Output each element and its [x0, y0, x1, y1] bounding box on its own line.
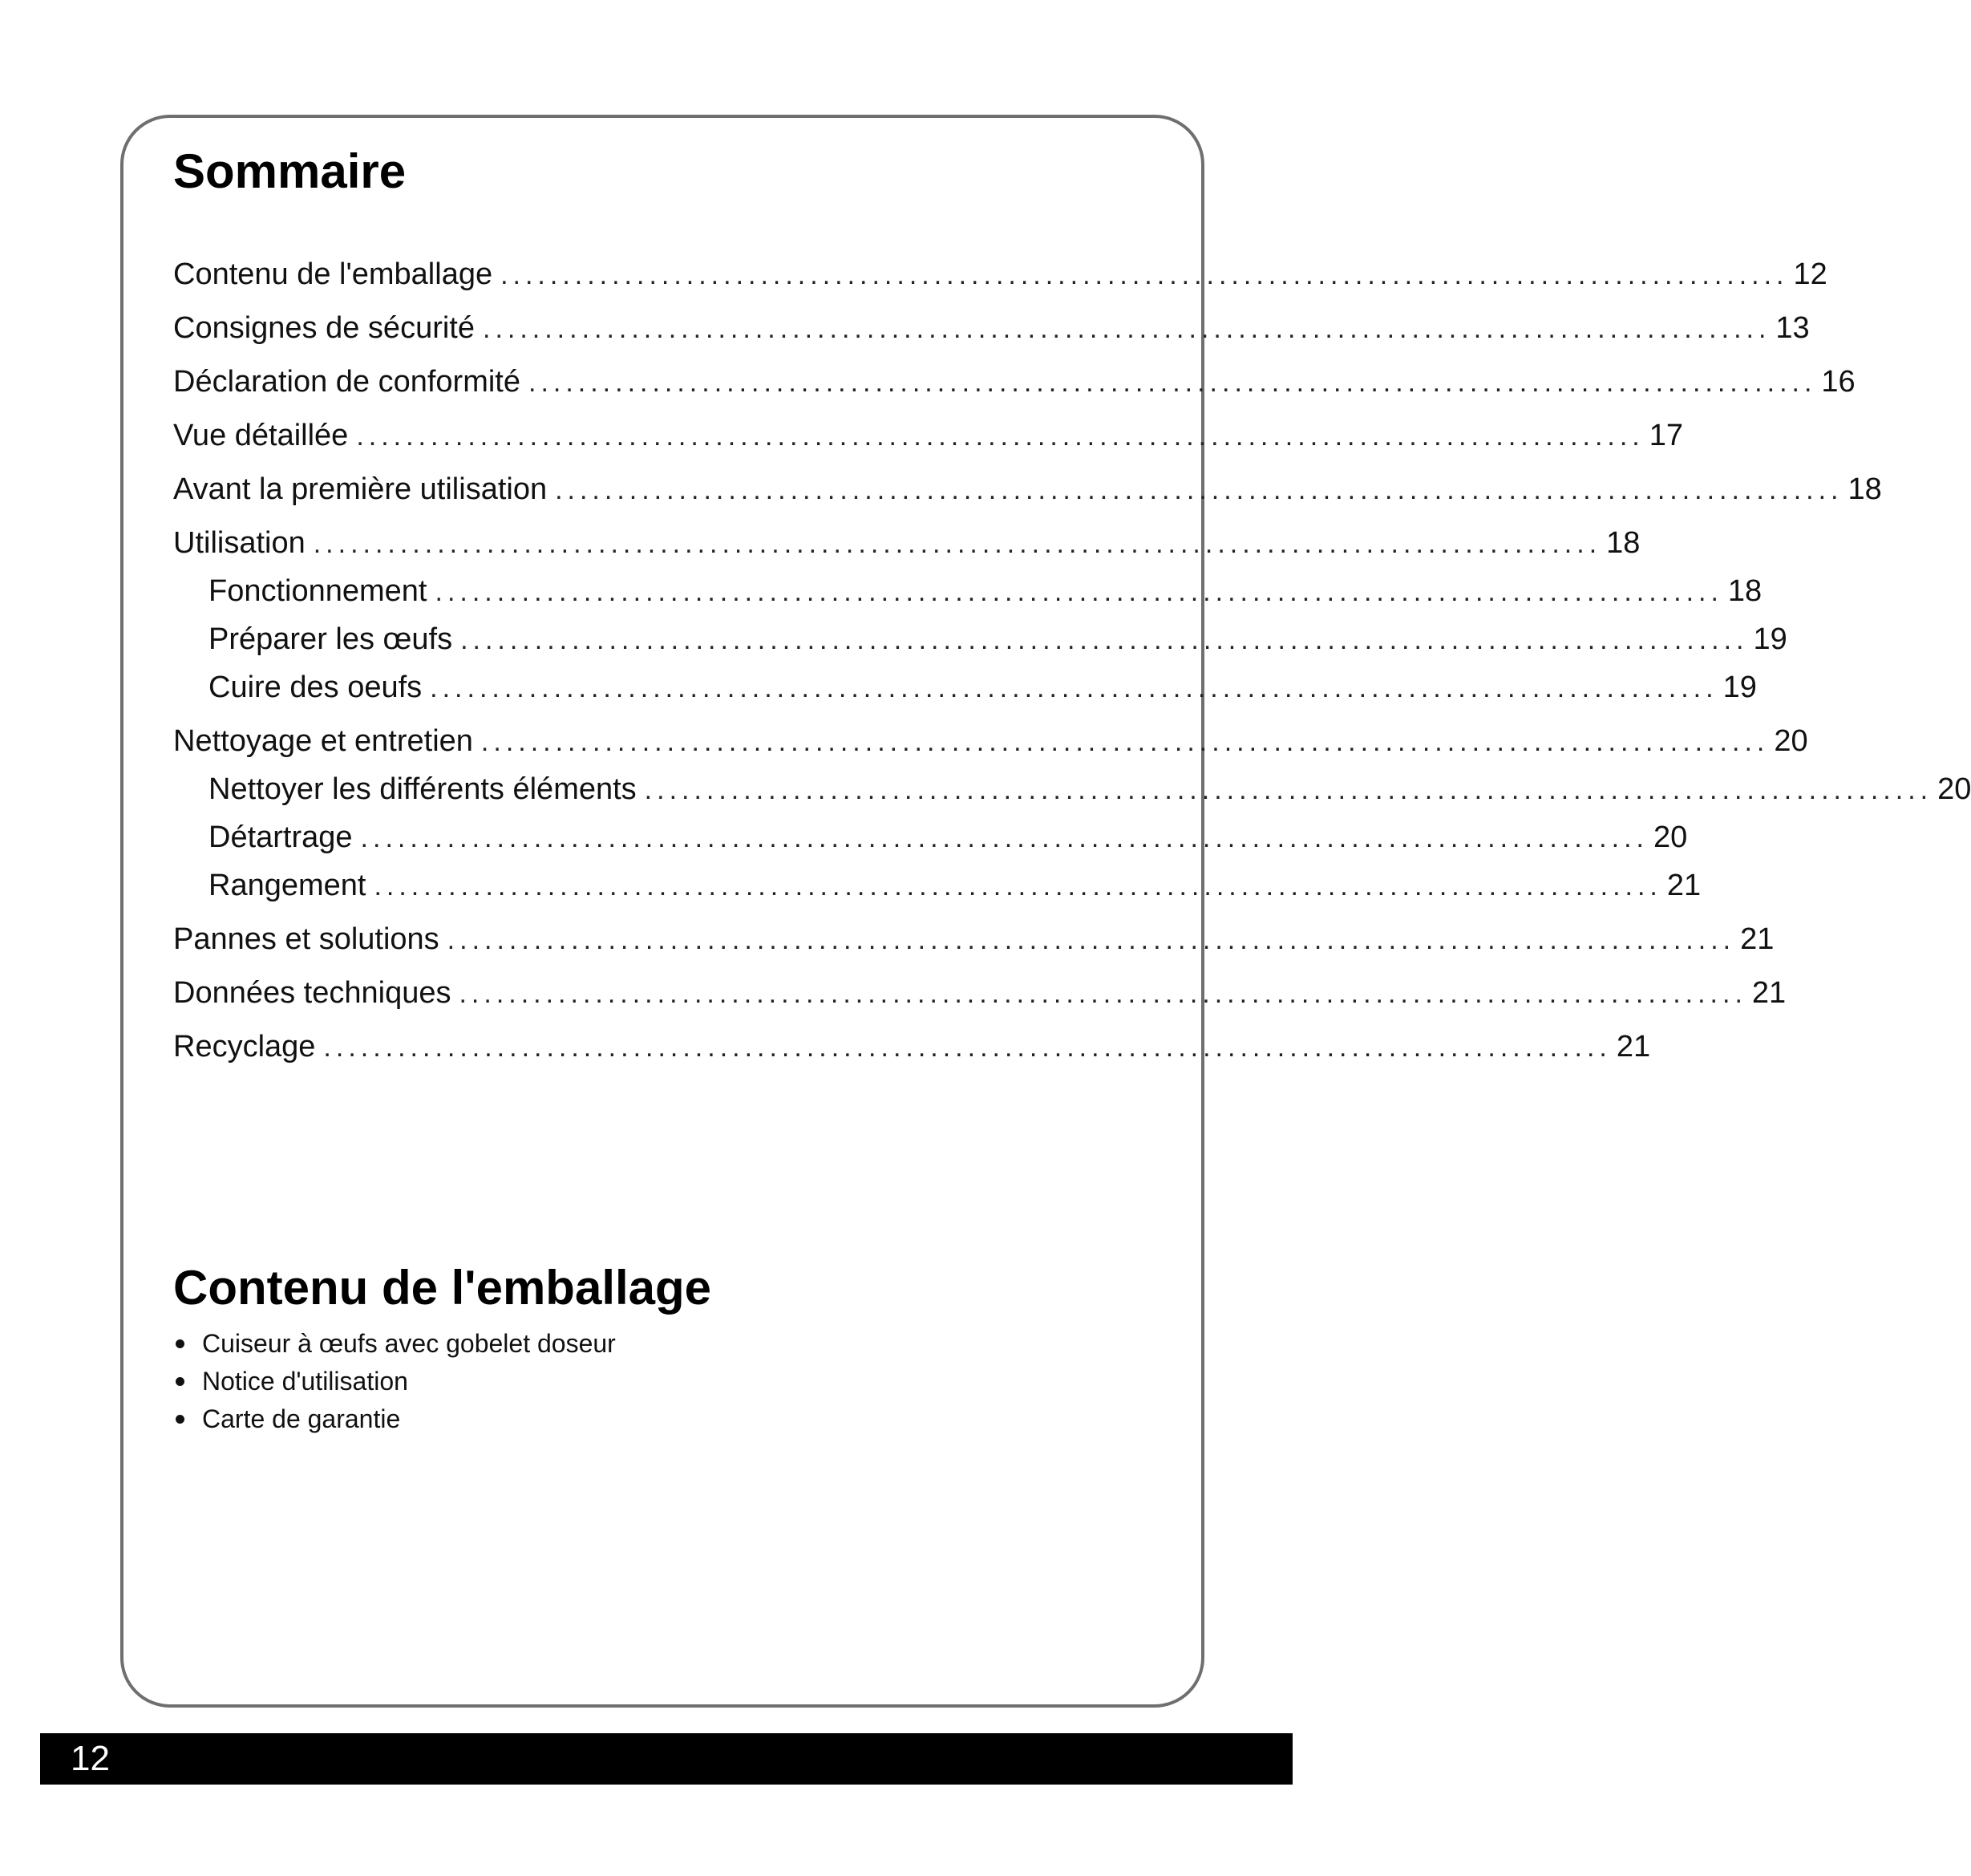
page-number: 12 [71, 1739, 110, 1778]
toc-dot-leader: ........................................................................................................ [459, 979, 1747, 1009]
toc-entry-label: Déclaration de conformité [173, 365, 520, 399]
toc-entry-label: Cuire des oeufs [208, 671, 423, 704]
toc-dot-leader: ........................................................................................................ [323, 1032, 1612, 1063]
toc-entry-page: 12 [1793, 257, 1827, 291]
toc-entry-label: Contenu de l'emballage [173, 257, 493, 291]
toc-entry-label: Vue détaillée [173, 419, 349, 452]
list-item [173, 1325, 616, 1363]
table-of-contents [173, 257, 1971, 1064]
toc-dot-leader: ........................................................................................................ [644, 775, 1933, 805]
toc-entry-pannes-solutions[interactable] [173, 922, 1775, 956]
toc-entry-recyclage[interactable] [173, 1030, 1651, 1064]
toc-dot-leader: ........................................................................................................ [555, 475, 1844, 505]
toc-entry-preparer-oeufs[interactable] [173, 622, 1787, 656]
toc-entry-nettoyage-entretien[interactable] [173, 724, 1808, 758]
toc-entry-label: Utilisation [173, 526, 306, 560]
toc-entry-page: 20 [1774, 724, 1808, 758]
toc-entry-page: 21 [1616, 1030, 1651, 1064]
toc-entry-page: 21 [1751, 976, 1787, 1010]
toc-dot-leader: ........................................................................................................ [480, 727, 1770, 757]
toc-dot-leader: ........................................................................................................ [483, 314, 1771, 344]
toc-entry-label: Recyclage [173, 1030, 316, 1064]
toc-dot-leader: ........................................................................................................ [313, 529, 1602, 559]
toc-entry-fonctionnement[interactable] [173, 574, 1763, 608]
toc-entry-label: Rangement [208, 869, 366, 902]
toc-entry-label: Fonctionnement [208, 574, 427, 608]
toc-entry-page: 19 [1753, 622, 1787, 656]
list-item-text: Carte de garantie [202, 1404, 401, 1433]
toc-entry-cuire-oeufs[interactable] [173, 671, 1757, 704]
toc-entry-label: Détartrage [208, 820, 353, 854]
bullet-icon [176, 1415, 184, 1424]
toc-entry-consignes-securite[interactable] [173, 311, 1810, 345]
toc-title: Sommaire [173, 144, 407, 198]
toc-entry-page: 17 [1649, 419, 1684, 452]
package-contents-list [173, 1325, 616, 1438]
toc-dot-leader: ........................................................................................................ [460, 625, 1749, 655]
toc-entry-page: 18 [1848, 472, 1882, 506]
toc-entry-label: Données techniques [173, 976, 451, 1010]
toc-dot-leader: ........................................................................................................ [528, 367, 1817, 398]
toc-dot-leader: ........................................................................................................ [435, 577, 1723, 607]
footer-bar [40, 1733, 1293, 1785]
list-item [173, 1363, 616, 1400]
toc-dot-leader: ........................................................................................................ [374, 871, 1662, 902]
toc-entry-label: Avant la première utilisation [173, 472, 548, 506]
toc-dot-leader: ........................................................................................................ [447, 925, 1736, 955]
toc-dot-leader: ........................................................................................................ [356, 421, 1645, 452]
toc-entry-avant-premiere-utilisation[interactable] [173, 472, 1882, 506]
toc-entry-label: Consignes de sécurité [173, 311, 475, 345]
toc-entry-page: 18 [1606, 526, 1641, 560]
toc-entry-donnees-techniques[interactable] [173, 976, 1787, 1010]
toc-entry-page: 20 [1653, 820, 1688, 854]
list-item [173, 1400, 616, 1438]
list-item-text: Notice d'utilisation [202, 1367, 408, 1396]
toc-entry-page: 19 [1722, 671, 1757, 704]
bullet-icon [176, 1339, 184, 1348]
toc-entry-contenu-emballage[interactable] [173, 257, 1827, 291]
toc-entry-label: Préparer les œufs [208, 622, 453, 656]
toc-entry-vue-detaillee[interactable] [173, 419, 1684, 452]
toc-entry-label: Pannes et solutions [173, 922, 439, 956]
toc-dot-leader: ........................................................................................................ [430, 673, 1718, 703]
toc-entry-page: 21 [1740, 922, 1775, 956]
bullet-icon [176, 1377, 184, 1386]
toc-entry-label: Nettoyage et entretien [173, 724, 473, 758]
toc-entry-declaration-conformite[interactable] [173, 365, 1856, 399]
toc-entry-nettoyer-elements[interactable] [173, 772, 1971, 806]
toc-dot-leader: ........................................................................................................ [360, 823, 1649, 853]
toc-entry-detartrage[interactable] [173, 820, 1688, 854]
toc-entry-utilisation[interactable] [173, 526, 1641, 560]
package-contents-title: Contenu de l'emballage [173, 1261, 712, 1315]
toc-entry-page: 13 [1775, 311, 1810, 345]
toc-entry-rangement[interactable] [173, 869, 1702, 902]
toc-dot-leader: ........................................................................................................ [500, 260, 1789, 290]
toc-entry-page: 18 [1727, 574, 1763, 608]
toc-entry-page: 21 [1666, 869, 1702, 902]
toc-entry-page: 16 [1821, 365, 1856, 399]
toc-entry-label: Nettoyer les différents éléments [208, 772, 637, 806]
toc-entry-page: 20 [1937, 772, 1971, 806]
list-item-text: Cuiseur à œufs avec gobelet doseur [202, 1329, 616, 1358]
